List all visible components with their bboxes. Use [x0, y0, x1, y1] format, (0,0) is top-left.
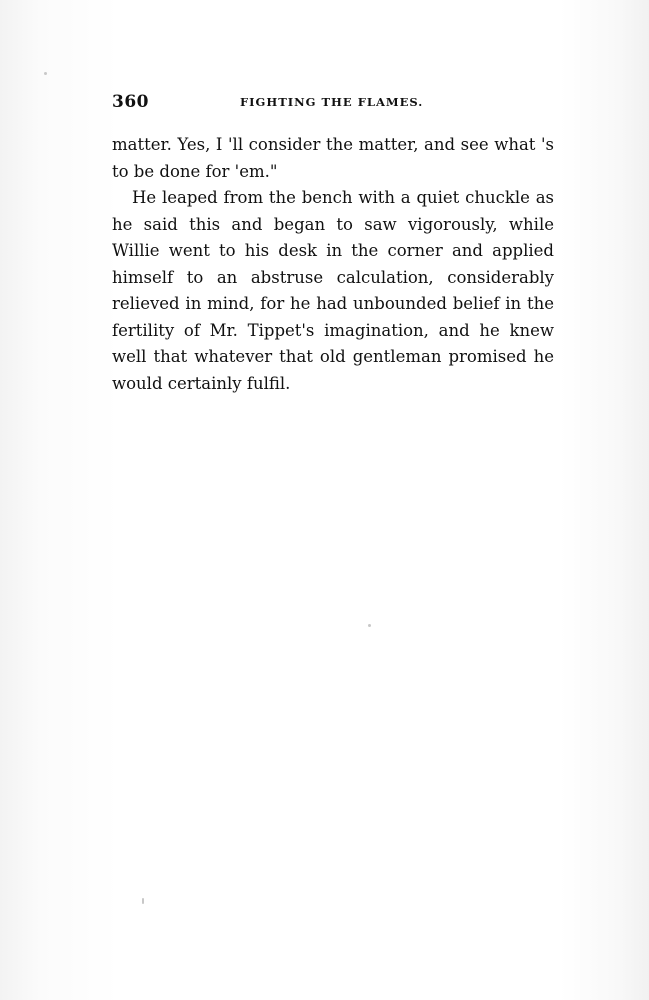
paragraph: He leaped from the bench with a quiet chuckle as he said this and began to saw vigorously, while Willie went to his desk in the corner and applied himself to an abstruse calculation, considerably relieved in mind, for he had unbounded belief in the fertility of Mr. Tippet's imagination, and he knew well that whatever that old gentleman promised he would certainly fulfil. [112, 188, 554, 393]
page-number: 360 [112, 92, 149, 112]
paper-speck [368, 624, 371, 627]
page-header [112, 92, 552, 114]
paper-speck [44, 72, 47, 75]
paragraph-continuation: matter. Yes, I 'll consider the matter, and see what 's to be done for 'em." [112, 135, 554, 181]
paper-speck [142, 898, 144, 904]
running-head: FIGHTING THE FLAMES. [240, 95, 424, 109]
body-text [112, 132, 554, 397]
